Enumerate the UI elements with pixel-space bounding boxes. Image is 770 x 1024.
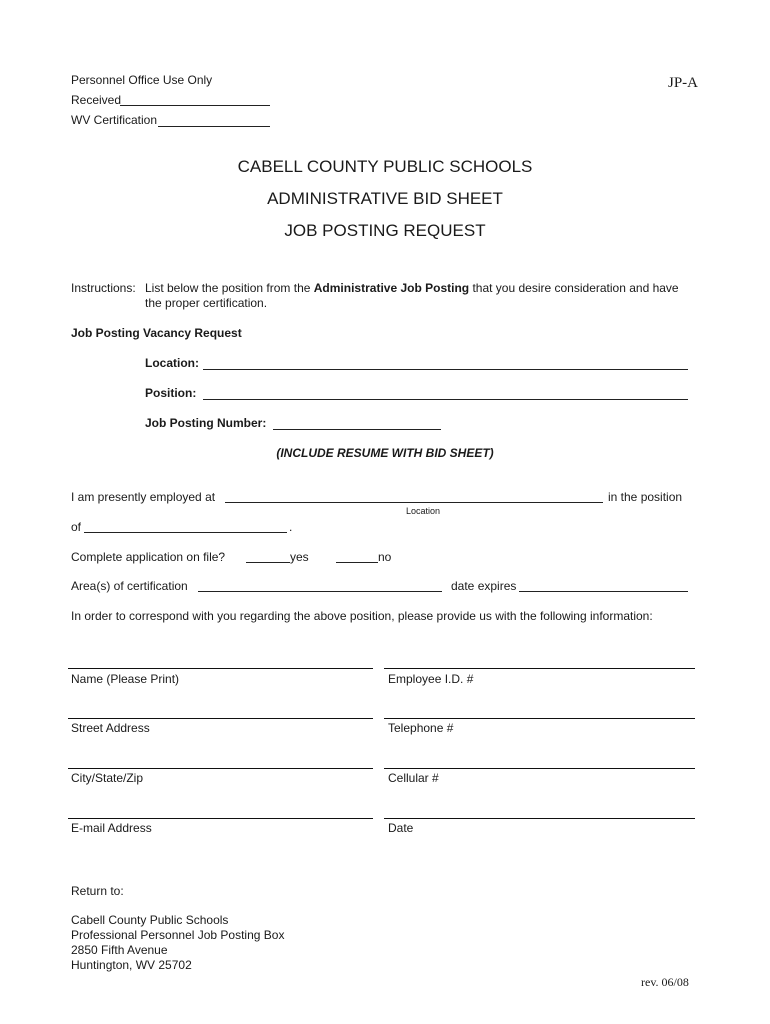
title-bid-sheet: ADMINISTRATIVE BID SHEET [267,189,503,208]
street-label: Street Address [71,721,150,735]
application-no-field[interactable] [336,562,378,563]
email-label: E-mail Address [71,821,152,835]
cellular-field[interactable] [384,768,695,769]
correspond-text: In order to correspond with you regarding the above position, please provide us with the following information: [71,609,653,623]
return-line-3: 2850 Fifth Avenue [71,943,168,957]
of-period: . [289,520,293,534]
certification-label: Area(s) of certification [71,579,188,593]
position-label: Position: [145,386,197,400]
in-position-label: in the position [608,490,683,504]
position-of-field[interactable] [84,532,287,533]
name-label: Name (Please Print) [71,672,180,686]
application-yes-field[interactable] [246,562,290,563]
wv-certification-field[interactable] [158,126,270,127]
job-posting-number-field[interactable] [273,429,441,430]
date-field[interactable] [384,818,695,819]
telephone-field[interactable] [384,718,695,719]
return-label: Return to: [71,884,124,898]
street-field[interactable] [68,718,373,719]
include-resume-note: (INCLUDE RESUME WITH BID SHEET) [276,446,494,460]
date-expires-label: date expires [451,579,517,593]
title-school: CABELL COUNTY PUBLIC SCHOOLS [237,157,533,176]
wv-certification-label: WV Certification [71,113,158,127]
received-label: Received [71,93,122,107]
date-expires-field[interactable] [519,591,688,592]
no-label: no [378,550,392,564]
telephone-label: Telephone # [388,721,454,735]
return-line-1: Cabell County Public Schools [71,913,229,927]
instructions-text-before: List below the position from the [145,281,314,295]
position-field[interactable] [203,399,688,400]
employed-at-label: I am presently employed at [71,490,216,504]
return-line-2: Professional Personnel Job Posting Box [71,928,285,942]
employed-at-field[interactable] [225,502,603,503]
received-field[interactable] [120,105,270,106]
date-label: Date [388,821,414,835]
instructions-label: Instructions: [71,281,136,295]
name-field[interactable] [68,668,373,669]
instructions [71,281,691,311]
location-field[interactable] [203,369,688,370]
return-line-4: Huntington, WV 25702 [71,958,192,972]
certification-field[interactable] [198,591,442,592]
city-field[interactable] [68,768,373,769]
title-job-posting: JOB POSTING REQUEST [284,221,486,240]
office-use-label: Personnel Office Use Only [71,73,213,87]
employee-id-label: Employee I.D. # [388,672,474,686]
city-label: City/State/Zip [71,771,144,785]
cellular-label: Cellular # [388,771,439,785]
application-on-file-label: Complete application on file? [71,550,226,564]
instructions-text-bold: Administrative Job Posting [313,281,470,295]
revision-label: rev. 06/08 [641,975,689,989]
location-caption: Location [406,506,441,516]
employee-id-field[interactable] [384,668,695,669]
form-code: JP-A [668,75,699,91]
email-field[interactable] [68,818,373,819]
vacancy-heading: Job Posting Vacancy Request [71,326,242,340]
location-label: Location: [145,356,199,370]
instructions-text-after: that you desire consideration and have the proper certification. [145,281,679,310]
yes-label: yes [290,550,309,564]
job-posting-number-label: Job Posting Number: [145,416,267,430]
of-label: of [71,520,82,534]
